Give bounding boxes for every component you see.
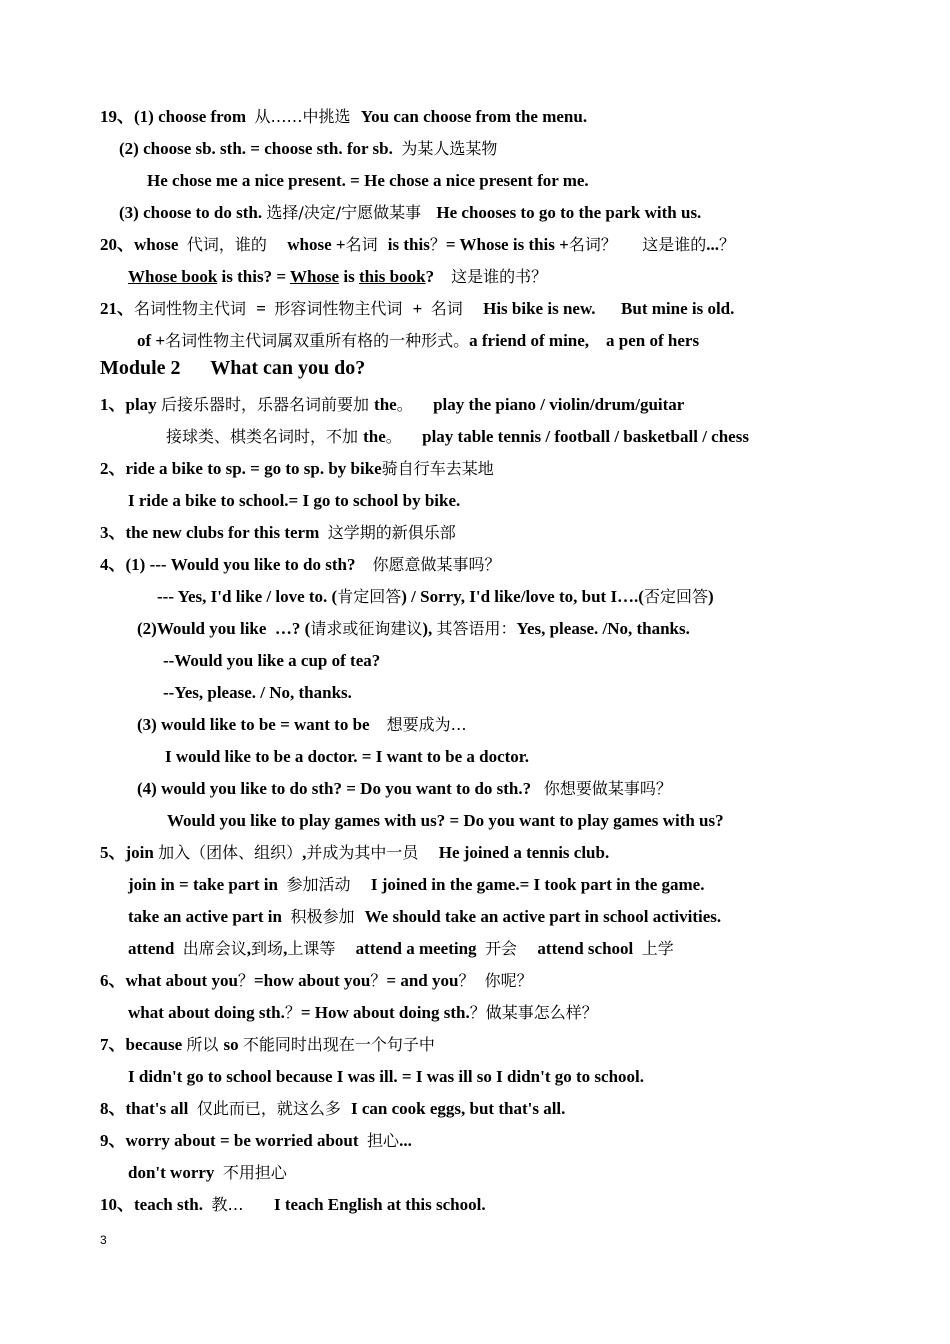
chinese-text: 其答语用： (436, 619, 517, 638)
chinese-text: 不能同时出现在一个句子中 (242, 1035, 435, 1054)
chinese-text: 积极参加 (290, 907, 365, 926)
note-line (163, 650, 380, 672)
english-text: Would you like to play games with us? = Do you want to play games with us? (167, 811, 724, 830)
english-text: 4、(1) --- Would you like to do sth? (100, 555, 373, 574)
english-text: attend school (537, 939, 642, 958)
english-text: , (246, 939, 252, 958)
english-text: 10、teach sth. (100, 1195, 212, 1214)
note-line (128, 490, 460, 512)
english-text: don't worry (128, 1163, 223, 1182)
chinese-text: 担心 (367, 1131, 400, 1150)
english-text: 5、join (100, 843, 159, 862)
english-text: the (363, 427, 386, 446)
english-text: (2) choose sb. sth. = choose sth. for sb. (119, 139, 402, 158)
note-line (128, 1002, 598, 1024)
english-text: I would like to be a doctor. = I want to be a doctor. (165, 747, 530, 766)
chinese-text: 你想要做某事吗？ (543, 779, 672, 798)
english-text: take an active part in (128, 907, 291, 926)
note-line (137, 330, 699, 352)
english-text: I can cook eggs, but that's all. (351, 1099, 566, 1118)
chinese-text: 不用担心 (222, 1163, 287, 1182)
note-line (166, 426, 749, 448)
chinese-text: ？ (237, 971, 254, 990)
note-line (100, 458, 494, 480)
english-text: ) (707, 587, 714, 606)
note-line (100, 1194, 486, 1216)
chinese-text: 选择/决定/宁愿做某事 (266, 203, 437, 222)
english-text: --- Yes, I'd like / love to. ( (157, 587, 338, 606)
chinese-text: 名词性物主代词属双重所有格的一种形式。 (165, 331, 470, 350)
chinese-text: 名词 (430, 299, 484, 318)
module-label: Module 2 (100, 357, 181, 379)
english-text: 19、(1) choose from (100, 107, 255, 126)
english-text: = (256, 299, 275, 318)
english-text: attend a meeting (355, 939, 486, 958)
english-text: play table tennis / football / basketball / chess (422, 427, 749, 446)
english-text: ? (425, 267, 452, 286)
english-text: whose + (287, 235, 346, 254)
english-text: = How about doing sth. (300, 1003, 470, 1022)
note-line (128, 874, 704, 896)
chinese-text: 这学期的新俱乐部 (327, 523, 456, 542)
note-line (100, 554, 501, 576)
english-text: ), (422, 619, 437, 638)
chinese-text: 到场 (251, 939, 284, 958)
chinese-text: 从……中挑选 (254, 107, 361, 126)
english-text: of + (137, 331, 166, 350)
english-text: what about doing sth. (128, 1003, 285, 1022)
note-line (167, 810, 724, 832)
chinese-text: 否定回答 (643, 587, 708, 606)
english-text: I joined in the game.= I took part in the game. (370, 875, 705, 894)
note-line (128, 938, 674, 960)
english-text: He chose me a nice present. = He chose a nice present for me. (147, 171, 589, 190)
note-line (100, 1098, 565, 1120)
chinese-text: ？ (429, 235, 446, 254)
english-text: I didn't go to school because I was ill. = I was ill so I didn't go to school. (128, 1067, 644, 1086)
chinese-text: 。 (396, 395, 434, 414)
english-text: = Whose is this + (445, 235, 569, 254)
note-line (137, 714, 467, 736)
english-text: attend (128, 939, 183, 958)
english-text: 2、ride a bike to sp. = go to sp. by bike (100, 459, 382, 478)
note-line (100, 970, 533, 992)
english-text: 20、whose (100, 235, 187, 254)
english-text: He chooses to go to the park with us. (436, 203, 702, 222)
english-text: = and you (386, 971, 459, 990)
chinese-text: ？ 你呢？ (458, 971, 533, 990)
english-text: I ride a bike to school.= I go to school by bike. (128, 491, 461, 510)
english-text: 3、the new clubs for this term (100, 523, 328, 542)
chinese-text: 开会 (485, 939, 538, 958)
english-text: so (223, 1035, 243, 1054)
note-line (128, 266, 547, 288)
note-line (100, 522, 456, 544)
note-line (100, 298, 734, 320)
underlined-text: this book (358, 267, 426, 286)
note-line (100, 1034, 435, 1056)
note-line (100, 1130, 412, 1152)
note-line (100, 234, 735, 256)
chinese-text: 骑自行车去某地 (381, 459, 494, 478)
module-heading (100, 357, 365, 380)
chinese-text: ？ (284, 1003, 301, 1022)
module-title: What can you do? (210, 357, 366, 379)
page-number: 3 (100, 1233, 107, 1247)
note-line (128, 1066, 644, 1088)
note-line (100, 394, 684, 416)
note-line (119, 202, 701, 224)
english-text: ... (706, 235, 720, 254)
chinese-text: 并成为其中一员 (306, 843, 439, 862)
chinese-text: 后接乐器时，乐器名词前要加 (160, 395, 375, 414)
chinese-text: 肯定回答 (337, 587, 402, 606)
english-text: 6、what about you (100, 971, 238, 990)
english-text: ) / Sorry, I'd like/love to, but I….( (401, 587, 644, 606)
english-text: --Yes, please. / No, thanks. (163, 683, 352, 702)
english-text: 21、 (100, 299, 134, 318)
english-text: + (412, 299, 431, 318)
english-text: is this (387, 235, 430, 254)
english-text: (3) would like to be = want to be (137, 715, 387, 734)
english-text: a friend of mine, a pen of hers (469, 331, 700, 350)
english-text: I teach English at this school. (273, 1195, 486, 1214)
note-line (100, 842, 609, 864)
note-line (128, 906, 721, 928)
underlined-text: Whose book (128, 267, 218, 286)
english-text: We should take an active part in school activities. (364, 907, 722, 926)
chinese-text: 教… (211, 1195, 274, 1214)
chinese-text: 仅此而已，就这么多 (196, 1099, 351, 1118)
english-text: 1、play (100, 395, 161, 414)
chinese-text: 名词？ 这是谁的 (568, 235, 707, 254)
chinese-text: 出席会议 (182, 939, 247, 958)
english-text: , (283, 939, 288, 958)
chinese-text: ？做某事怎么样？ (469, 1003, 598, 1022)
chinese-text: 这是谁的书？ (451, 267, 548, 286)
english-text: 8、that's all (100, 1099, 197, 1118)
note-line (137, 778, 672, 800)
chinese-text: 为某人选某物 (401, 139, 498, 158)
english-text: , (302, 843, 307, 862)
chinese-text: 形容词性物主代词 (274, 299, 413, 318)
chinese-text: 接球类、棋类名词时，不加 (166, 427, 364, 446)
chinese-text: 你愿意做某事吗？ (372, 555, 501, 574)
chinese-text: 加入（团体、组织） (158, 843, 303, 862)
english-text: Yes, please. /No, thanks. (516, 619, 690, 638)
english-text: He joined a tennis club. (438, 843, 610, 862)
english-text: is (339, 267, 359, 286)
chinese-text: 上学 (641, 939, 674, 958)
english-text: is this? = (217, 267, 290, 286)
english-text: (2)Would you like …? ( (137, 619, 311, 638)
english-text: the (374, 395, 397, 414)
english-text: 9、worry about = be worried about (100, 1131, 368, 1150)
english-text: 7、because (100, 1035, 187, 1054)
chinese-text: 请求或征询建议 (310, 619, 423, 638)
english-text: --Would you like a cup of tea? (163, 651, 381, 670)
note-line (157, 586, 714, 608)
chinese-text: ？ (370, 971, 387, 990)
chinese-text: 。 (385, 427, 423, 446)
chinese-text: ？ (719, 235, 736, 254)
chinese-text: 想要成为… (386, 715, 467, 734)
english-text: You can choose from the menu. (360, 107, 588, 126)
note-line (137, 618, 690, 640)
english-text: (4) would you like to do sth? = Do you want to do sth.? (137, 779, 544, 798)
note-line (119, 138, 497, 160)
chinese-text: 名词 (345, 235, 388, 254)
chinese-text: 名词性物主代词 (134, 299, 257, 318)
note-line (128, 1162, 287, 1184)
english-text: =how about you (253, 971, 371, 990)
english-text: join in = take part in (128, 875, 287, 894)
english-text: His bike is new. But mine is old. (483, 299, 735, 318)
english-text: play the piano / violin/drum/guitar (433, 395, 685, 414)
note-line (147, 170, 589, 192)
chinese-text: 代词，谁的 (186, 235, 288, 254)
underlined-text: Whose (289, 267, 340, 286)
note-line (163, 682, 352, 704)
chinese-text: 参加活动 (286, 875, 371, 894)
english-text: ... (399, 1131, 412, 1150)
note-line (100, 106, 587, 128)
chinese-text: 所以 (186, 1035, 224, 1054)
english-text: (3) choose to do sth. (119, 203, 267, 222)
note-line (165, 746, 529, 768)
chinese-text: 上课等 (287, 939, 356, 958)
